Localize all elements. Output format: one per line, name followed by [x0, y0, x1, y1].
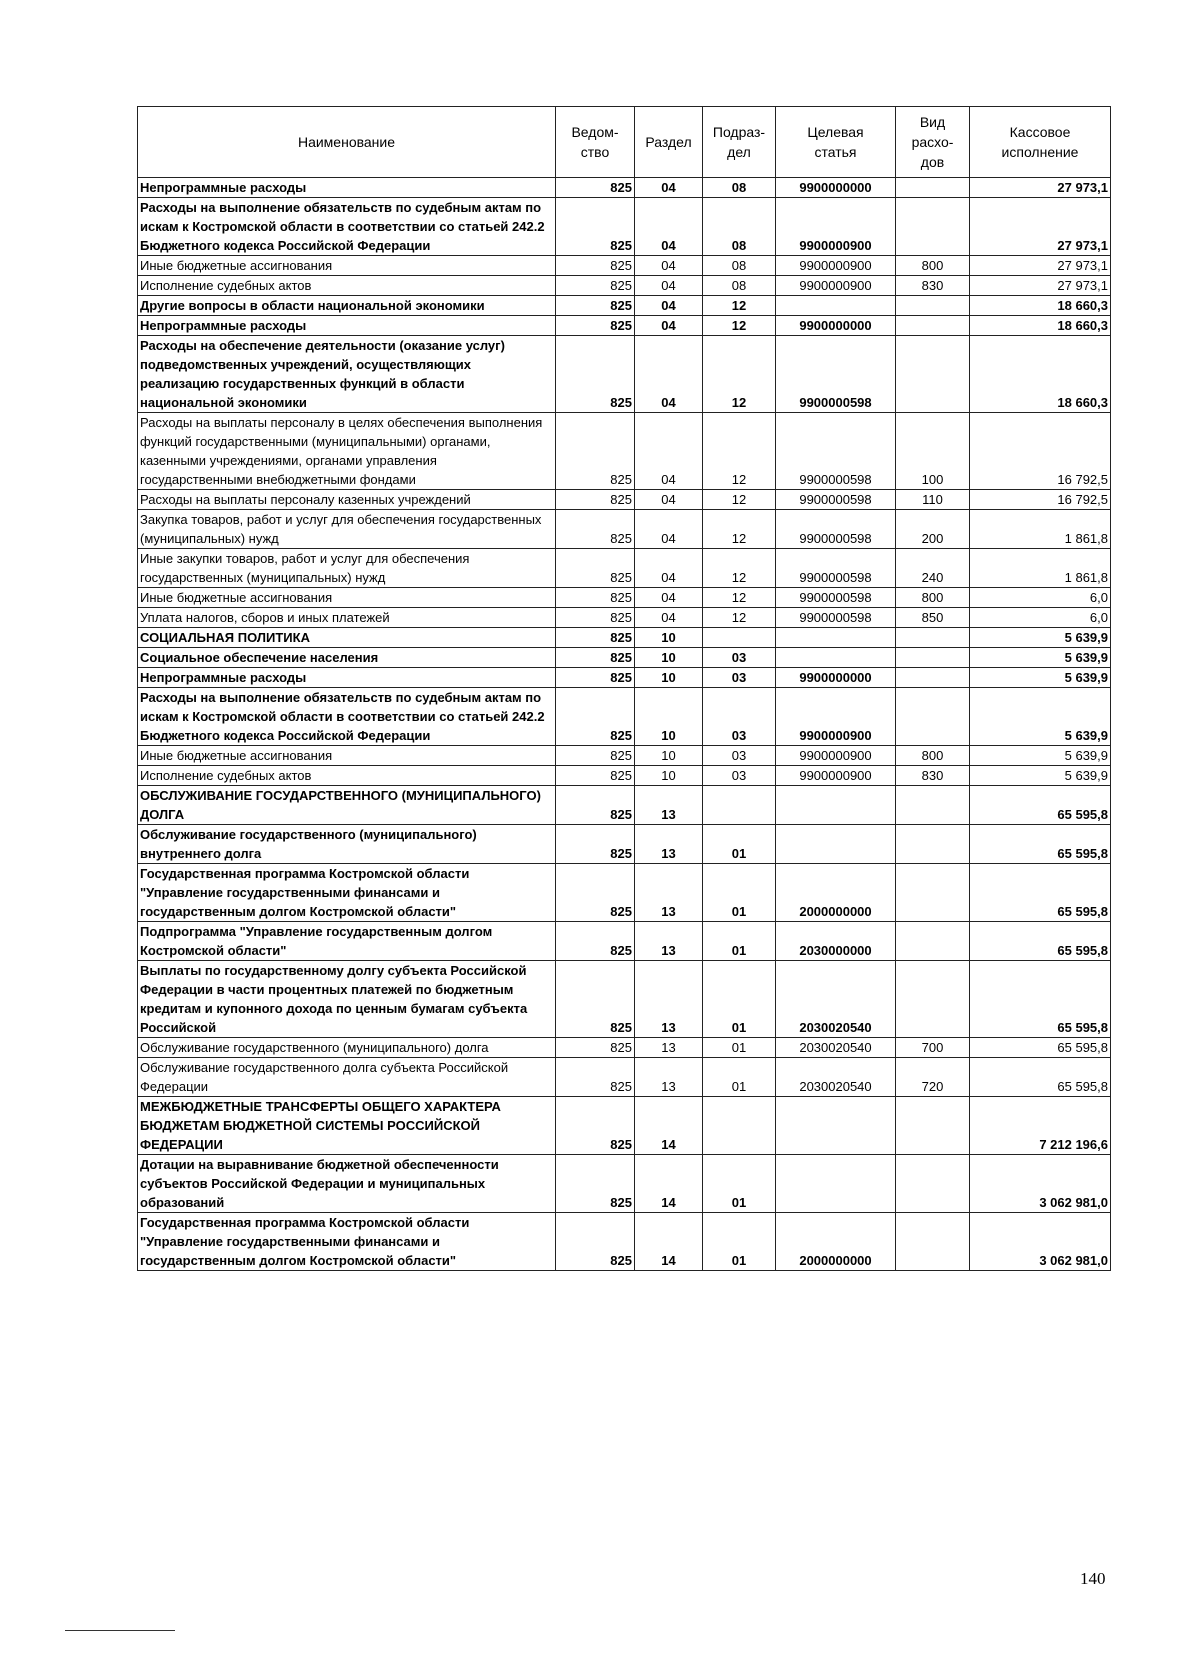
row-podrazdel: 01 [703, 922, 776, 961]
row-amount: 3 062 981,0 [970, 1155, 1111, 1213]
row-vr [896, 864, 970, 922]
header-csr: Целевая статья [776, 107, 896, 178]
row-podrazdel: 03 [703, 766, 776, 786]
table-row [138, 922, 1111, 961]
row-ved: 825 [556, 198, 635, 256]
row-razdel: 13 [635, 1058, 703, 1097]
table-row [138, 628, 1111, 648]
row-vr: 800 [896, 746, 970, 766]
row-ved: 825 [556, 276, 635, 296]
row-csr: 9900000000 [776, 178, 896, 198]
row-name: Государственная программа Костромской области "Управление государственными финансами и государственным долгом Костромской области" [138, 864, 556, 922]
row-ved: 825 [556, 608, 635, 628]
row-name: Расходы на выполнение обязательств по судебным актам по искам к Костромской области в соответствии со статьей 242.2 Бюджетного кодекса Российской Федерации [138, 198, 556, 256]
row-amount: 65 595,8 [970, 961, 1111, 1038]
row-vr: 240 [896, 549, 970, 588]
table-row [138, 336, 1111, 413]
row-podrazdel: 01 [703, 825, 776, 864]
row-podrazdel: 08 [703, 276, 776, 296]
row-podrazdel: 01 [703, 1058, 776, 1097]
row-razdel: 13 [635, 922, 703, 961]
row-ved: 825 [556, 746, 635, 766]
row-csr: 9900000000 [776, 668, 896, 688]
row-podrazdel: 01 [703, 1038, 776, 1058]
row-amount: 18 660,3 [970, 336, 1111, 413]
row-ved: 825 [556, 864, 635, 922]
table-row [138, 825, 1111, 864]
row-ved: 825 [556, 648, 635, 668]
row-podrazdel: 08 [703, 178, 776, 198]
row-name: Иные бюджетные ассигнования [138, 588, 556, 608]
row-name: Расходы на выплаты персоналу в целях обеспечения выполнения функций государственными (муниципальными) органами, казенными учреждениями, органами управления государственными внебюджетными фондами [138, 413, 556, 490]
row-csr [776, 825, 896, 864]
row-vr [896, 648, 970, 668]
row-podrazdel: 03 [703, 668, 776, 688]
row-razdel: 10 [635, 746, 703, 766]
row-vr [896, 336, 970, 413]
row-podrazdel: 08 [703, 256, 776, 276]
row-amount: 65 595,8 [970, 786, 1111, 825]
row-podrazdel: 12 [703, 549, 776, 588]
table-row [138, 178, 1111, 198]
row-ved: 825 [556, 256, 635, 276]
row-vr: 800 [896, 588, 970, 608]
row-razdel: 04 [635, 549, 703, 588]
row-podrazdel: 03 [703, 648, 776, 668]
row-name: Иные бюджетные ассигнования [138, 746, 556, 766]
table-row [138, 413, 1111, 490]
row-razdel: 14 [635, 1155, 703, 1213]
table-row [138, 276, 1111, 296]
row-ved: 825 [556, 668, 635, 688]
row-podrazdel: 01 [703, 864, 776, 922]
header-razdel: Раздел [635, 107, 703, 178]
row-name: МЕЖБЮДЖЕТНЫЕ ТРАНСФЕРТЫ ОБЩЕГО ХАРАКТЕРА БЮДЖЕТАМ БЮДЖЕТНОЙ СИСТЕМЫ РОССИЙСКОЙ ФЕДЕРАЦИИ [138, 1097, 556, 1155]
row-csr [776, 296, 896, 316]
row-vr: 700 [896, 1038, 970, 1058]
table-row [138, 256, 1111, 276]
row-vr: 110 [896, 490, 970, 510]
row-csr: 2030020540 [776, 961, 896, 1038]
row-amount: 1 861,8 [970, 549, 1111, 588]
header-ved: Ведом- ство [556, 107, 635, 178]
row-vr [896, 786, 970, 825]
row-csr: 9900000900 [776, 688, 896, 746]
row-razdel: 04 [635, 608, 703, 628]
table-row [138, 608, 1111, 628]
row-amount: 5 639,9 [970, 688, 1111, 746]
row-name: Дотации на выравнивание бюджетной обеспеченности субъектов Российской Федерации и муниципальных образований [138, 1155, 556, 1213]
row-ved: 825 [556, 490, 635, 510]
row-ved: 825 [556, 1058, 635, 1097]
row-name: Обслуживание государственного (муниципального) долга [138, 1038, 556, 1058]
row-vr [896, 1155, 970, 1213]
header-podrazdel: Подраз- дел [703, 107, 776, 178]
table-row [138, 1097, 1111, 1155]
table-row [138, 588, 1111, 608]
row-ved: 825 [556, 178, 635, 198]
row-amount: 3 062 981,0 [970, 1213, 1111, 1271]
row-amount: 65 595,8 [970, 1038, 1111, 1058]
footer-rule [65, 1630, 175, 1631]
table-row [138, 296, 1111, 316]
row-podrazdel [703, 628, 776, 648]
row-ved: 825 [556, 786, 635, 825]
row-razdel: 04 [635, 256, 703, 276]
row-razdel: 04 [635, 178, 703, 198]
table-row [138, 549, 1111, 588]
table-row [138, 316, 1111, 336]
row-podrazdel: 12 [703, 588, 776, 608]
row-csr: 2030000000 [776, 922, 896, 961]
row-razdel: 10 [635, 668, 703, 688]
table-row [138, 864, 1111, 922]
row-podrazdel: 01 [703, 1155, 776, 1213]
row-name: Непрограммные расходы [138, 668, 556, 688]
row-ved: 825 [556, 922, 635, 961]
row-ved: 825 [556, 588, 635, 608]
row-ved: 825 [556, 316, 635, 336]
row-vr [896, 922, 970, 961]
row-amount: 18 660,3 [970, 296, 1111, 316]
row-name: Расходы на обеспечение деятельности (оказание услуг) подведомственных учреждений, осуществляющих реализацию государственных функций в области национальной экономики [138, 336, 556, 413]
table-row [138, 1155, 1111, 1213]
row-ved: 825 [556, 628, 635, 648]
row-razdel: 13 [635, 1038, 703, 1058]
row-csr: 9900000598 [776, 608, 896, 628]
row-name: Закупка товаров, работ и услуг для обеспечения государственных (муниципальных) нужд [138, 510, 556, 549]
header-vr: Вид расхо- дов [896, 107, 970, 178]
row-csr: 9900000598 [776, 588, 896, 608]
row-razdel: 04 [635, 276, 703, 296]
row-name: Непрограммные расходы [138, 178, 556, 198]
row-vr [896, 688, 970, 746]
row-amount: 5 639,9 [970, 668, 1111, 688]
row-podrazdel: 12 [703, 316, 776, 336]
row-vr [896, 825, 970, 864]
row-podrazdel: 12 [703, 336, 776, 413]
table-row [138, 668, 1111, 688]
row-csr: 9900000900 [776, 746, 896, 766]
row-razdel: 13 [635, 961, 703, 1038]
row-csr [776, 648, 896, 668]
row-csr: 9900000598 [776, 510, 896, 549]
row-ved: 825 [556, 1155, 635, 1213]
row-csr [776, 628, 896, 648]
row-vr [896, 668, 970, 688]
row-name: ОБСЛУЖИВАНИЕ ГОСУДАРСТВЕННОГО (МУНИЦИПАЛЬНОГО) ДОЛГА [138, 786, 556, 825]
table-row [138, 746, 1111, 766]
row-csr: 2000000000 [776, 1213, 896, 1271]
budget-execution-table [137, 106, 1111, 1271]
row-vr [896, 316, 970, 336]
row-ved: 825 [556, 296, 635, 316]
row-razdel: 04 [635, 316, 703, 336]
row-name: Иные бюджетные ассигнования [138, 256, 556, 276]
row-amount: 27 973,1 [970, 256, 1111, 276]
row-amount: 5 639,9 [970, 648, 1111, 668]
row-podrazdel: 01 [703, 961, 776, 1038]
row-csr: 9900000598 [776, 549, 896, 588]
row-csr: 9900000900 [776, 276, 896, 296]
row-amount: 5 639,9 [970, 628, 1111, 648]
table-row [138, 688, 1111, 746]
page-number: 140 [1080, 1569, 1106, 1588]
row-podrazdel: 08 [703, 198, 776, 256]
row-podrazdel: 03 [703, 746, 776, 766]
row-vr: 100 [896, 413, 970, 490]
row-ved: 825 [556, 1038, 635, 1058]
row-name: Иные закупки товаров, работ и услуг для обеспечения государственных (муниципальных) нужд [138, 549, 556, 588]
row-razdel: 04 [635, 336, 703, 413]
row-csr: 2000000000 [776, 864, 896, 922]
row-podrazdel: 03 [703, 688, 776, 746]
row-amount: 65 595,8 [970, 1058, 1111, 1097]
row-name: СОЦИАЛЬНАЯ ПОЛИТИКА [138, 628, 556, 648]
table-row [138, 1038, 1111, 1058]
row-name: Другие вопросы в области национальной экономики [138, 296, 556, 316]
row-razdel: 10 [635, 688, 703, 746]
row-amount: 65 595,8 [970, 825, 1111, 864]
row-vr [896, 296, 970, 316]
row-razdel: 13 [635, 786, 703, 825]
row-name: Обслуживание государственного (муниципального) внутреннего долга [138, 825, 556, 864]
row-name: Исполнение судебных актов [138, 766, 556, 786]
row-ved: 825 [556, 825, 635, 864]
row-csr: 9900000900 [776, 198, 896, 256]
row-vr [896, 1097, 970, 1155]
row-razdel: 10 [635, 766, 703, 786]
row-amount: 6,0 [970, 588, 1111, 608]
row-name: Выплаты по государственному долгу субъекта Российской Федерации в части процентных платежей по бюджетным кредитам и купонного дохода по ценным бумагам субъекта Российской [138, 961, 556, 1038]
row-csr: 9900000900 [776, 256, 896, 276]
row-ved: 825 [556, 336, 635, 413]
row-name: Расходы на выполнение обязательств по судебным актам по искам к Костромской области в соответствии со статьей 242.2 Бюджетного кодекса Российской Федерации [138, 688, 556, 746]
row-vr [896, 961, 970, 1038]
row-podrazdel: 12 [703, 490, 776, 510]
row-razdel: 13 [635, 864, 703, 922]
table-row [138, 1213, 1111, 1271]
row-podrazdel: 12 [703, 510, 776, 549]
table-row [138, 766, 1111, 786]
row-vr [896, 628, 970, 648]
row-name: Расходы на выплаты персоналу казенных учреждений [138, 490, 556, 510]
row-csr: 9900000000 [776, 316, 896, 336]
row-amount: 1 861,8 [970, 510, 1111, 549]
row-razdel: 14 [635, 1213, 703, 1271]
row-name: Уплата налогов, сборов и иных платежей [138, 608, 556, 628]
row-csr: 2030020540 [776, 1038, 896, 1058]
row-ved: 825 [556, 510, 635, 549]
row-razdel: 04 [635, 588, 703, 608]
row-csr [776, 1097, 896, 1155]
table-row [138, 648, 1111, 668]
row-amount: 16 792,5 [970, 413, 1111, 490]
row-amount: 27 973,1 [970, 198, 1111, 256]
row-vr [896, 1213, 970, 1271]
row-razdel: 04 [635, 198, 703, 256]
table-row [138, 510, 1111, 549]
row-podrazdel [703, 786, 776, 825]
row-razdel: 13 [635, 825, 703, 864]
row-amount: 16 792,5 [970, 490, 1111, 510]
row-vr: 830 [896, 766, 970, 786]
row-ved: 825 [556, 766, 635, 786]
row-amount: 18 660,3 [970, 316, 1111, 336]
row-vr: 830 [896, 276, 970, 296]
row-vr: 720 [896, 1058, 970, 1097]
row-csr [776, 1155, 896, 1213]
row-razdel: 04 [635, 510, 703, 549]
row-ved: 825 [556, 549, 635, 588]
table-row [138, 961, 1111, 1038]
row-name: Подпрограмма "Управление государственным долгом Костромской области" [138, 922, 556, 961]
row-ved: 825 [556, 413, 635, 490]
row-amount: 5 639,9 [970, 766, 1111, 786]
row-podrazdel: 12 [703, 413, 776, 490]
row-name: Социальное обеспечение населения [138, 648, 556, 668]
row-podrazdel: 12 [703, 296, 776, 316]
row-csr: 9900000900 [776, 766, 896, 786]
row-razdel: 04 [635, 413, 703, 490]
row-vr [896, 198, 970, 256]
row-amount: 7 212 196,6 [970, 1097, 1111, 1155]
row-podrazdel: 12 [703, 608, 776, 628]
row-vr: 850 [896, 608, 970, 628]
row-ved: 825 [556, 1097, 635, 1155]
row-razdel: 10 [635, 628, 703, 648]
header-name: Наименование [138, 107, 556, 178]
table-row [138, 490, 1111, 510]
row-razdel: 10 [635, 648, 703, 668]
row-csr: 9900000598 [776, 413, 896, 490]
row-ved: 825 [556, 961, 635, 1038]
row-csr: 9900000598 [776, 490, 896, 510]
header-amount: Кассовое исполнение [970, 107, 1111, 178]
row-razdel: 04 [635, 490, 703, 510]
row-podrazdel [703, 1097, 776, 1155]
table-body [138, 178, 1111, 1271]
table-row [138, 1058, 1111, 1097]
row-name: Исполнение судебных актов [138, 276, 556, 296]
row-amount: 65 595,8 [970, 922, 1111, 961]
row-podrazdel: 01 [703, 1213, 776, 1271]
row-csr [776, 786, 896, 825]
row-amount: 5 639,9 [970, 746, 1111, 766]
row-csr: 2030020540 [776, 1058, 896, 1097]
row-vr: 200 [896, 510, 970, 549]
row-amount: 27 973,1 [970, 178, 1111, 198]
row-ved: 825 [556, 688, 635, 746]
row-csr: 9900000598 [776, 336, 896, 413]
row-name: Государственная программа Костромской области "Управление государственными финансами и государственным долгом Костромской области" [138, 1213, 556, 1271]
row-ved: 825 [556, 1213, 635, 1271]
row-name: Обслуживание государственного долга субъекта Российской Федерации [138, 1058, 556, 1097]
row-razdel: 04 [635, 296, 703, 316]
row-name: Непрограммные расходы [138, 316, 556, 336]
row-vr: 800 [896, 256, 970, 276]
row-razdel: 14 [635, 1097, 703, 1155]
table-header-row [138, 107, 1111, 178]
row-amount: 27 973,1 [970, 276, 1111, 296]
row-amount: 65 595,8 [970, 864, 1111, 922]
table-row [138, 198, 1111, 256]
row-vr [896, 178, 970, 198]
row-amount: 6,0 [970, 608, 1111, 628]
table-row [138, 786, 1111, 825]
